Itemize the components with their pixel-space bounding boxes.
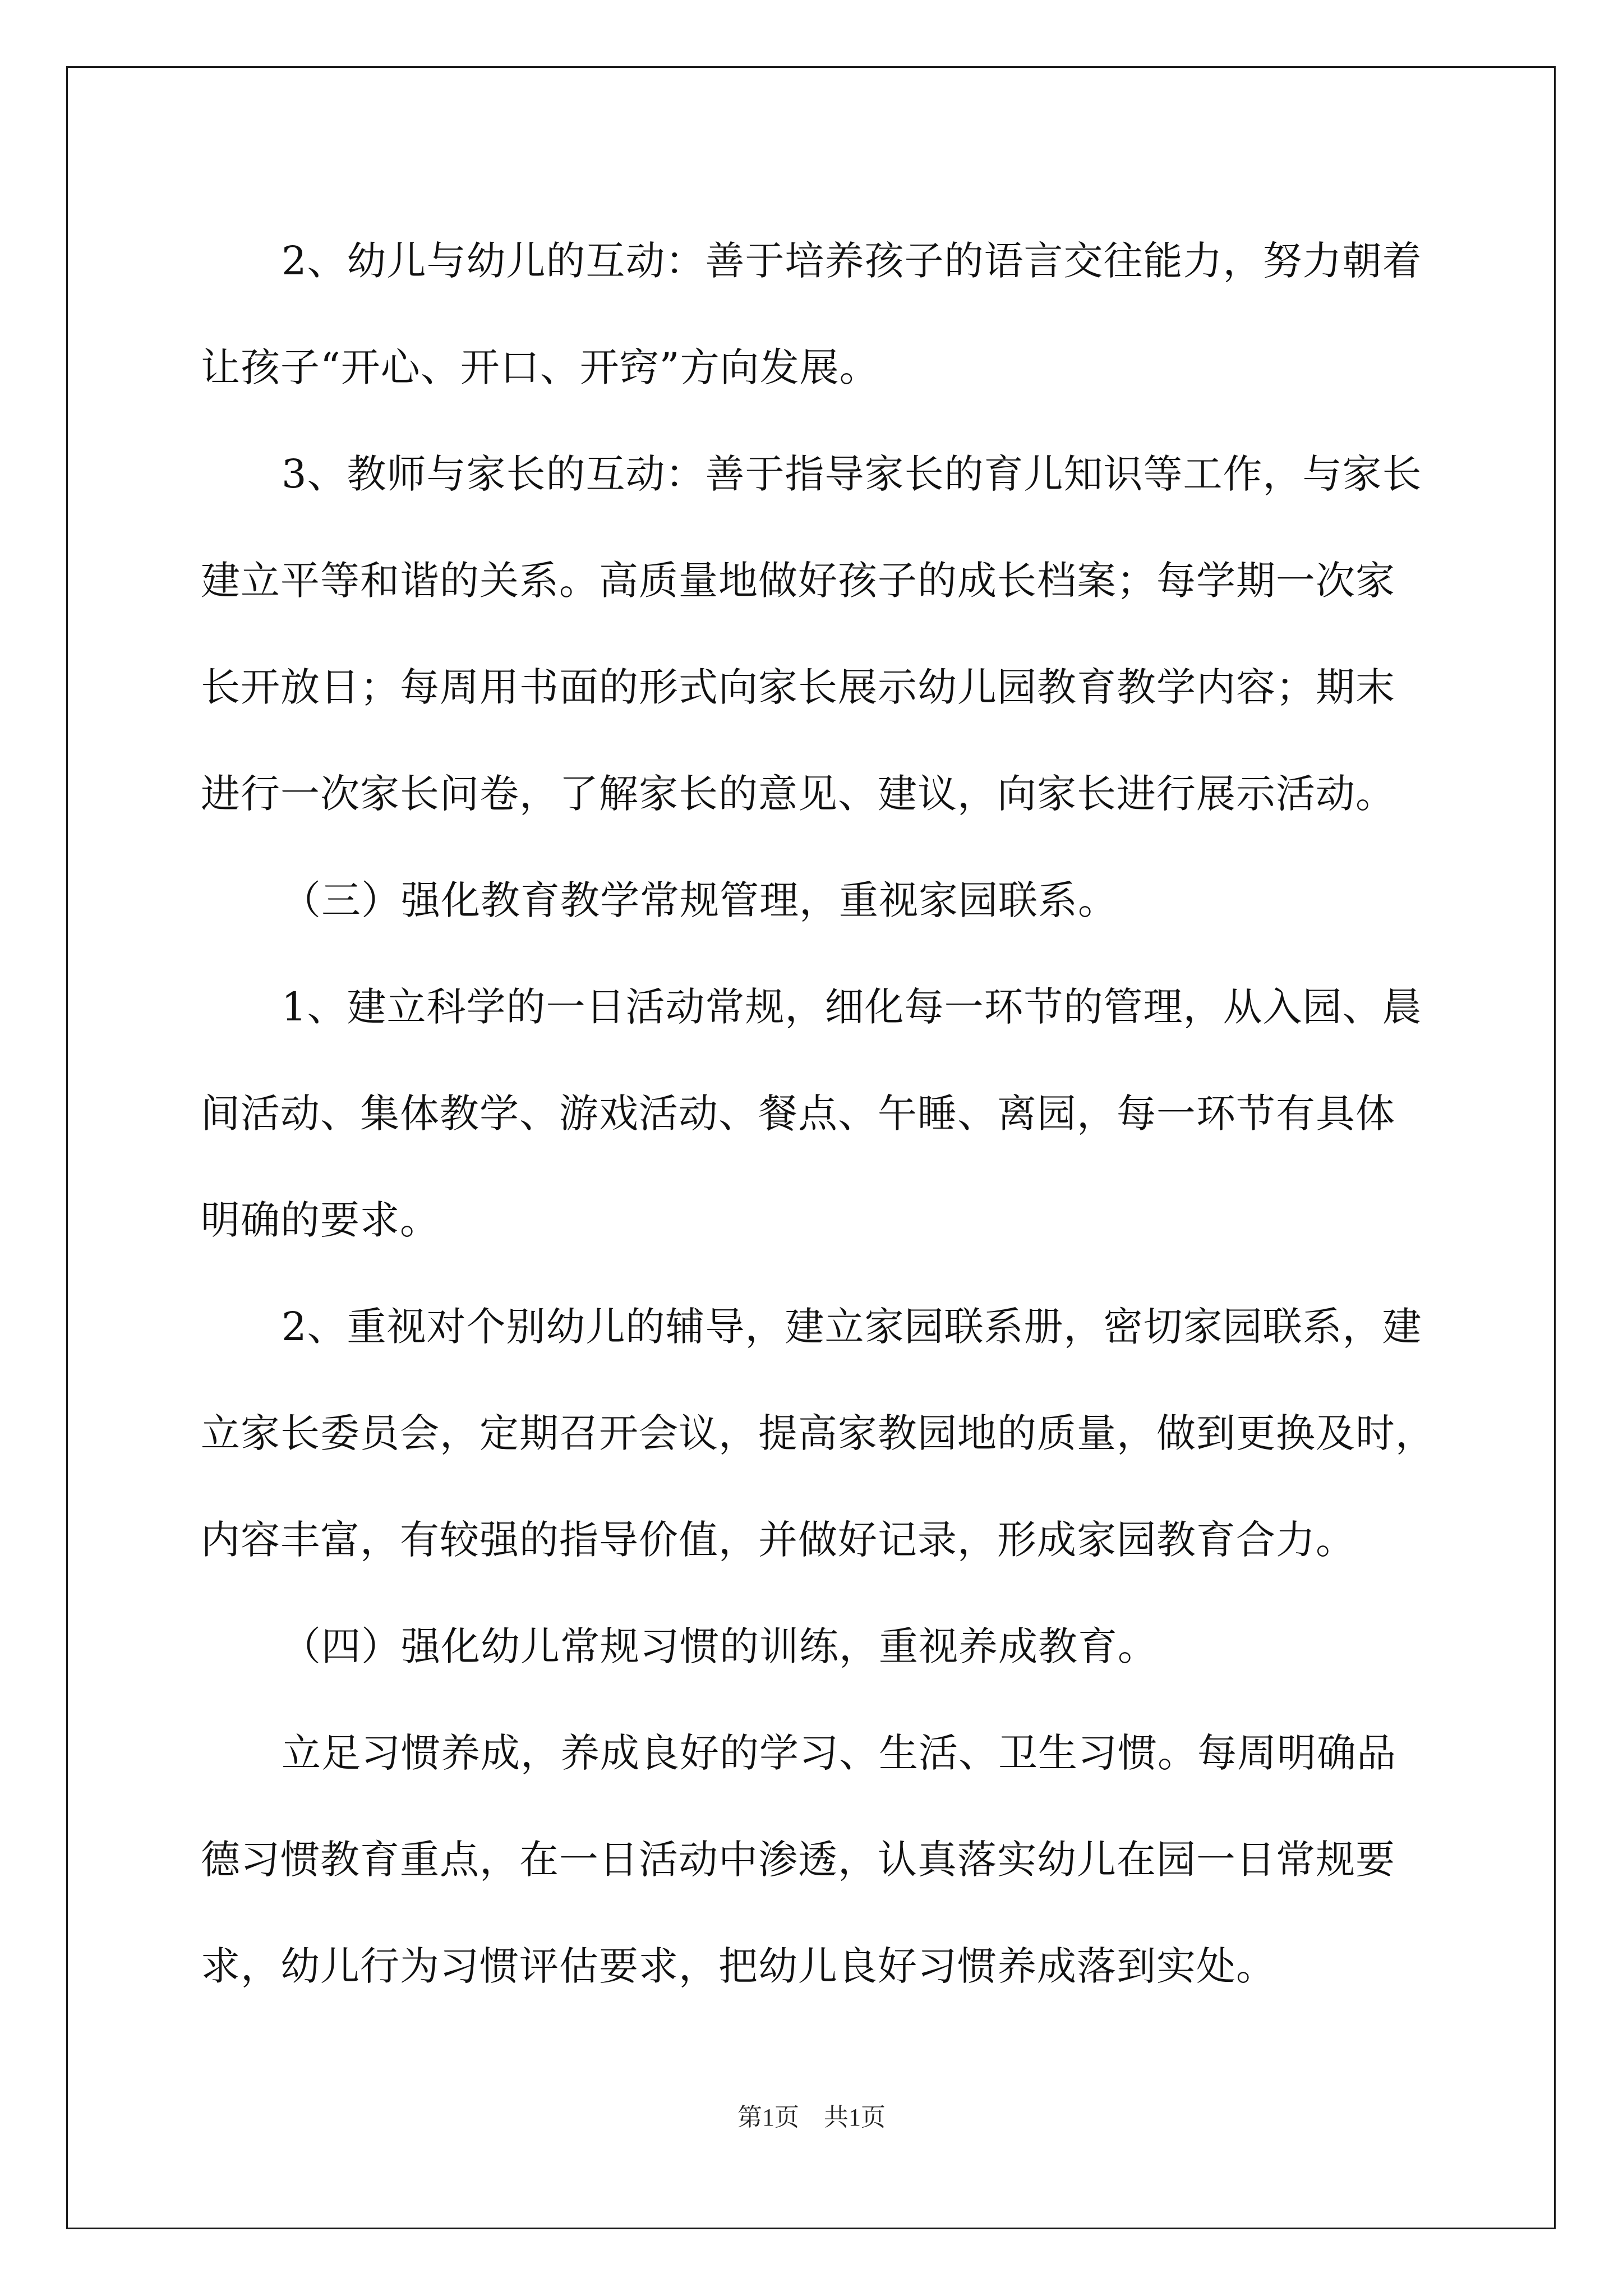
text-line: （三）强化教育教学常规管理，重视家园联系。 — [282, 877, 1118, 923]
text-line: 求，幼儿行为习惯评估要求，把幼儿良好习惯养成落到实处。 — [201, 1943, 1276, 1989]
document-body — [201, 208, 1435, 2019]
text-line: 长开放日；每周用书面的形式向家长展示幼儿园教育教学内容；期末 — [201, 664, 1395, 710]
text-line: 内容丰富，有较强的指导价值，并做好记录，形成家园教育合力。 — [201, 1517, 1355, 1563]
text-line: 间活动、集体教学、游戏活动、餐点、午睡、离园，每一环节有具体 — [201, 1091, 1395, 1137]
text-line: 1、建立科学的一日活动常规，细化每一环节的管理，从入园、晨 — [282, 984, 1422, 1030]
page-footer: 第1页 共1页 — [737, 2104, 886, 2131]
text-line: 建立平等和谐的关系。高质量地做好孩子的成长档案；每学期一次家 — [201, 558, 1395, 604]
text-line: 让孩子“开心、开口、开窍”方向发展。 — [201, 344, 879, 390]
text-line: 2、重视对个别幼儿的辅导，建立家园联系册，密切家园联系，建 — [282, 1304, 1422, 1350]
paragraph-p7 — [201, 1700, 1435, 2019]
text-line: 明确的要求。 — [201, 1197, 440, 1243]
text-line: 立足习惯养成，养成良好的学习、生活、卫生习惯。每周明确品 — [282, 1730, 1396, 1776]
paragraph-p5 — [201, 1273, 1435, 1593]
paragraph-p1 — [201, 208, 1435, 421]
section-heading-4 — [201, 1593, 1435, 1700]
section-heading-3 — [201, 847, 1435, 954]
text-line: （四）强化幼儿常规习惯的训练，重视养成教育。 — [282, 1623, 1158, 1669]
text-line: 2、幼儿与幼儿的互动：善于培养孩子的语言交往能力，努力朝着 — [282, 238, 1422, 284]
paragraph-p4 — [201, 954, 1435, 1273]
text-line: 德习惯教育重点，在一日活动中渗透，认真落实幼儿在园一日常规要 — [201, 1837, 1395, 1883]
text-line: 3、教师与家长的互动：善于指导家长的育儿知识等工作，与家长 — [282, 451, 1422, 497]
paragraph-p2 — [201, 421, 1435, 847]
text-line: 立家长委员会，定期召开会议，提高家教园地的质量，做到更换及时， — [201, 1410, 1435, 1456]
text-line: 进行一次家长问卷，了解家长的意见、建议，向家长进行展示活动。 — [201, 771, 1395, 817]
